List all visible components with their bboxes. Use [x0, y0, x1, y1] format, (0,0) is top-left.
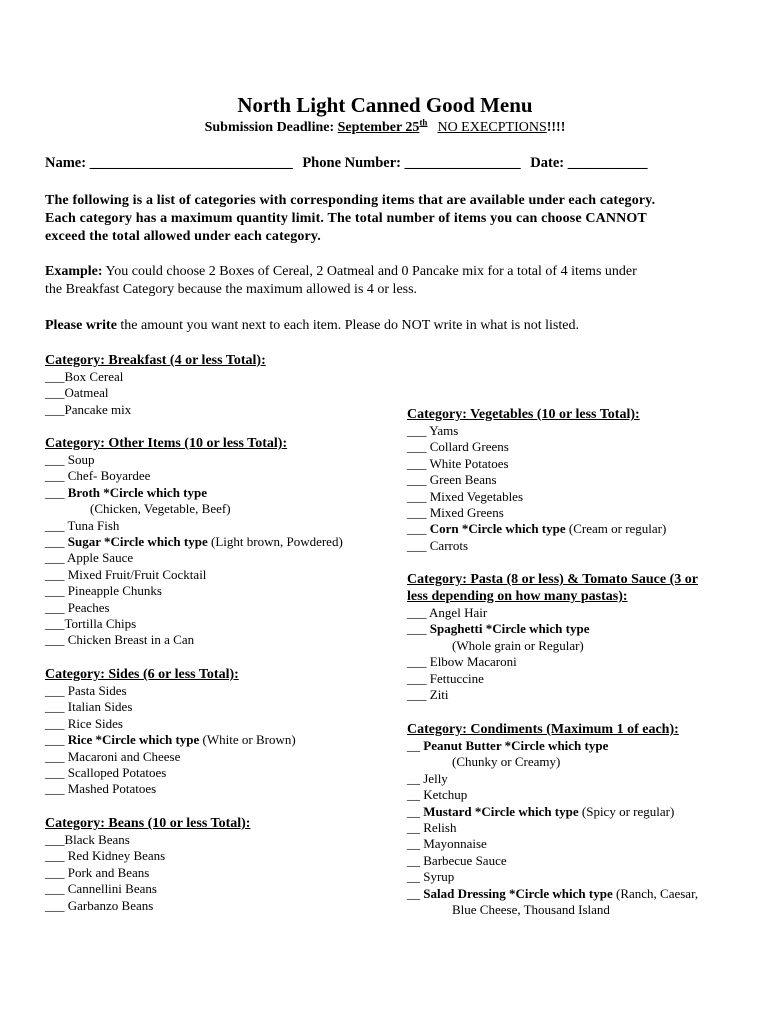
item-label: (Whole grain or Regular) — [452, 637, 584, 653]
item-label: Peaches — [67, 599, 110, 615]
deadline-date: September 25 — [337, 120, 420, 135]
menu-item — [45, 732, 296, 748]
menu-item — [407, 886, 698, 902]
quantity-blank[interactable]: ___ — [45, 765, 68, 781]
item-label: Macaroni and Cheese — [67, 748, 181, 764]
item-label: Mixed Greens — [429, 505, 504, 521]
item-label-bold: Salad Dressing *Circle which type — [423, 885, 613, 901]
item-label: Chicken Breast in a Can — [67, 632, 195, 648]
item-label: Black Beans — [64, 832, 130, 847]
item-list — [45, 369, 266, 418]
menu-item — [407, 687, 698, 703]
menu-item — [45, 452, 343, 468]
item-label: Oatmeal — [64, 385, 109, 401]
item-label: Green Beans — [429, 472, 497, 488]
quantity-blank[interactable]: ___ — [45, 748, 68, 764]
instruction-paragraph — [45, 317, 579, 335]
quantity-blank[interactable]: ___ — [45, 632, 68, 648]
menu-item — [45, 583, 343, 599]
category-heading: Category: Sides (6 or less Total): — [45, 667, 239, 682]
menu-item — [45, 749, 296, 765]
example-text: You could choose 2 Boxes of Cereal, 2 Oatmeal and 0 Pancake mix for a total of 4 items under — [102, 264, 637, 279]
item-label: Italian Sides — [67, 699, 133, 715]
menu-item — [45, 518, 343, 534]
quantity-blank[interactable]: ___ — [45, 848, 68, 864]
item-label: Pineapple Chunks — [67, 583, 162, 599]
item-option-note — [407, 902, 698, 918]
quantity-blank[interactable]: ___ — [45, 699, 68, 715]
quantity-blank[interactable]: ___ — [407, 654, 430, 670]
quantity-blank[interactable]: ___ — [45, 566, 68, 582]
quantity-blank[interactable]: __ — [407, 787, 424, 803]
item-label-bold: Spaghetti *Circle which type — [429, 621, 590, 637]
category-heading: Category: Beans (10 or less Total): — [45, 816, 251, 831]
quantity-blank[interactable]: __ — [407, 836, 424, 852]
menu-item — [407, 423, 666, 439]
quantity-blank[interactable]: __ — [407, 852, 424, 868]
item-label: Cannellini Beans — [67, 881, 157, 897]
menu-item — [407, 439, 666, 455]
deadline-note: NO EXECPTIONS — [437, 120, 547, 135]
menu-item — [45, 632, 343, 648]
menu-item — [407, 456, 666, 472]
quantity-blank[interactable]: ___ — [407, 621, 430, 637]
menu-item — [407, 820, 698, 836]
category-sides — [45, 667, 296, 798]
instruction-text: the amount you want next to each item. Please do NOT write in what is not listed. — [116, 318, 579, 333]
item-option-note — [407, 754, 698, 770]
category-heading: Category: Breakfast (4 or less Total): — [45, 353, 266, 368]
item-label: Garbanzo Beans — [67, 897, 154, 913]
menu-item — [45, 600, 343, 616]
quantity-blank[interactable]: __ — [407, 820, 424, 836]
quantity-blank[interactable]: ___ — [45, 599, 68, 615]
item-list — [407, 738, 698, 918]
item-label: Yams — [429, 423, 459, 438]
quantity-blank[interactable]: ___ — [45, 583, 68, 599]
quantity-blank[interactable]: ___ — [407, 472, 430, 488]
menu-item — [407, 605, 698, 621]
menu-item — [45, 881, 250, 897]
item-option-note — [45, 501, 343, 517]
menu-item — [45, 865, 250, 881]
menu-item — [407, 621, 698, 637]
item-label: Syrup — [423, 869, 455, 885]
intro-line: exceed the total allowed under each category. — [45, 229, 321, 244]
item-label: Pasta Sides — [67, 683, 127, 698]
quantity-blank[interactable]: __ — [407, 803, 424, 819]
item-label: Mixed Fruit/Fruit Cocktail — [67, 566, 207, 582]
item-label: White Potatoes — [429, 455, 509, 471]
instruction-label: Please write — [45, 318, 117, 333]
item-list — [407, 605, 698, 703]
item-list — [407, 423, 666, 554]
item-label: Scalloped Potatoes — [67, 765, 167, 781]
quantity-blank[interactable]: ___ — [407, 605, 430, 620]
item-label-bold: Peanut Butter *Circle which type — [423, 738, 609, 753]
item-label: Relish — [423, 820, 457, 836]
item-label: Tortilla Chips — [64, 616, 137, 632]
item-list — [45, 832, 250, 914]
quantity-blank[interactable]: __ — [407, 738, 424, 753]
date-field[interactable]: Date: ___________ — [530, 155, 648, 171]
menu-item — [45, 616, 343, 632]
menu-item — [407, 472, 666, 488]
item-label: (White or Brown) — [199, 732, 296, 748]
item-label: Rice Sides — [67, 715, 123, 731]
quantity-blank[interactable]: ___ — [407, 423, 430, 438]
item-label-bold: Mustard *Circle which type — [423, 803, 579, 819]
menu-item — [407, 853, 698, 869]
item-label-bold: Sugar *Circle which type — [67, 534, 208, 550]
menu-item — [407, 671, 698, 687]
quantity-blank[interactable]: ___ — [45, 897, 68, 913]
item-label: (Ranch, Caesar, — [612, 885, 699, 901]
category-pasta — [407, 572, 698, 703]
quantity-blank[interactable]: ___ — [45, 517, 68, 533]
quantity-blank[interactable]: ___ — [407, 505, 430, 521]
intro-line: Each category has a maximum quantity limit. The total number of items you can choose CANNOT — [45, 211, 647, 226]
menu-item — [45, 534, 343, 550]
menu-item — [407, 521, 666, 537]
item-list — [45, 452, 343, 649]
quantity-blank[interactable]: ___ — [45, 715, 68, 731]
item-label: Carrots — [429, 537, 469, 553]
item-label: Angel Hair — [429, 605, 488, 620]
item-label: Tuna Fish — [67, 517, 120, 533]
item-label: Soup — [67, 452, 95, 467]
item-label: Jelly — [423, 770, 448, 786]
contact-fields — [45, 155, 647, 172]
name-field[interactable]: Name: ____________________________ — [45, 155, 293, 171]
item-label-bold: Rice *Circle which type — [67, 732, 200, 748]
quantity-blank[interactable]: ___ — [45, 385, 65, 401]
item-label: Mayonnaise — [423, 836, 487, 852]
category-beans — [45, 816, 250, 914]
example-paragraph — [45, 263, 637, 299]
quantity-blank[interactable]: ___ — [45, 550, 68, 566]
item-label: Chef- Boyardee — [67, 468, 151, 484]
deadline-exclamation: !!!! — [546, 120, 566, 135]
item-label: Mixed Vegetables — [429, 488, 524, 504]
item-label: Ziti — [429, 687, 449, 703]
quantity-blank[interactable]: ___ — [45, 452, 68, 467]
item-label: Pork and Beans — [67, 864, 150, 880]
item-label: Ketchup — [423, 787, 468, 803]
menu-item — [407, 538, 666, 554]
menu-item — [45, 848, 250, 864]
menu-item — [45, 898, 250, 914]
quantity-blank[interactable]: ___ — [45, 781, 68, 797]
quantity-blank[interactable]: ___ — [407, 439, 430, 455]
menu-item — [45, 385, 266, 401]
category-heading: Category: Vegetables (10 or less Total): — [407, 407, 640, 422]
quantity-blank[interactable]: ___ — [45, 484, 68, 500]
item-label: (Cream or regular) — [565, 521, 667, 537]
intro-paragraph — [45, 192, 655, 246]
menu-item — [45, 369, 266, 385]
example-text: the Breakfast Category because the maximum allowed is 4 or less. — [45, 282, 418, 297]
item-label: Mashed Potatoes — [67, 781, 157, 797]
deadline-date-suffix: th — [419, 117, 428, 128]
quantity-blank[interactable]: ___ — [407, 488, 430, 504]
menu-item — [407, 771, 698, 787]
quantity-blank[interactable]: ___ — [45, 832, 65, 847]
category-heading: Category: Other Items (10 or less Total): — [45, 436, 288, 451]
menu-item — [407, 787, 698, 803]
quantity-blank[interactable]: ___ — [45, 401, 65, 417]
item-label: Pancake mix — [64, 401, 132, 417]
item-label: Collard Greens — [429, 439, 509, 455]
menu-item — [45, 402, 266, 418]
menu-item — [407, 505, 666, 521]
menu-item — [45, 765, 296, 781]
quantity-blank[interactable]: ___ — [45, 534, 68, 550]
phone-field[interactable]: Phone Number: ________________ — [302, 155, 521, 171]
menu-item — [407, 869, 698, 885]
quantity-blank[interactable]: __ — [407, 770, 424, 786]
menu-item — [45, 683, 296, 699]
menu-item — [407, 738, 698, 754]
quantity-blank[interactable]: ___ — [45, 468, 68, 484]
page-title: North Light Canned Good Menu — [237, 93, 533, 117]
item-label: (Spicy or regular) — [578, 803, 675, 819]
menu-item — [45, 550, 343, 566]
quantity-blank[interactable]: ___ — [45, 732, 68, 748]
menu-item — [45, 832, 250, 848]
intro-line: The following is a list of categories with corresponding items that are available under each category. — [45, 193, 656, 208]
menu-item — [407, 836, 698, 852]
category-vegetables — [407, 407, 666, 554]
item-label-bold: Corn *Circle which type — [429, 521, 566, 537]
item-label: Box Cereal — [64, 369, 124, 384]
category-heading: Category: Pasta (8 or less) & Tomato Sauce (3 or — [407, 572, 698, 587]
item-label: Fettuccine — [429, 670, 484, 686]
item-label-bold: Broth *Circle which type — [67, 484, 208, 500]
quantity-blank[interactable]: ___ — [45, 369, 65, 384]
menu-item — [407, 489, 666, 505]
category-heading: less depending on how many pastas): — [407, 589, 628, 604]
quantity-blank[interactable]: ___ — [45, 881, 68, 897]
menu-item — [45, 567, 343, 583]
menu-item — [407, 654, 698, 670]
quantity-blank[interactable]: ___ — [45, 683, 68, 698]
item-label: Blue Cheese, Thousand Island — [452, 902, 610, 918]
category-other-items — [45, 436, 343, 649]
category-condiments — [407, 722, 698, 918]
menu-item — [407, 804, 698, 820]
menu-item — [45, 468, 343, 484]
menu-item — [45, 781, 296, 797]
quantity-blank[interactable]: ___ — [45, 616, 65, 632]
category-heading: Category: Condiments (Maximum 1 of each): — [407, 722, 679, 737]
item-label: Red Kidney Beans — [67, 848, 166, 864]
quantity-blank[interactable]: ___ — [407, 455, 430, 471]
menu-item — [45, 699, 296, 715]
quantity-blank[interactable]: ___ — [407, 521, 430, 537]
quantity-blank[interactable]: ___ — [45, 864, 68, 880]
menu-item — [45, 485, 343, 501]
item-label: (Chicken, Vegetable, Beef) — [90, 501, 231, 517]
item-label: Elbow Macaroni — [429, 654, 517, 670]
quantity-blank[interactable]: __ — [407, 885, 424, 901]
item-label: Barbecue Sauce — [423, 852, 507, 868]
submission-deadline — [0, 117, 770, 136]
quantity-blank[interactable]: ___ — [407, 670, 430, 686]
deadline-label: Submission Deadline: — [204, 120, 338, 135]
menu-item — [45, 716, 296, 732]
category-breakfast — [45, 353, 266, 418]
quantity-blank[interactable]: ___ — [407, 537, 430, 553]
item-label: (Light brown, Powdered) — [207, 534, 343, 550]
item-label: Apple Sauce — [67, 550, 134, 566]
item-option-note — [407, 638, 698, 654]
quantity-blank[interactable]: ___ — [407, 687, 430, 703]
item-list — [45, 683, 296, 798]
item-label: (Chunky or Creamy) — [452, 754, 561, 770]
quantity-blank[interactable]: __ — [407, 869, 424, 885]
example-label: Example: — [45, 264, 103, 279]
